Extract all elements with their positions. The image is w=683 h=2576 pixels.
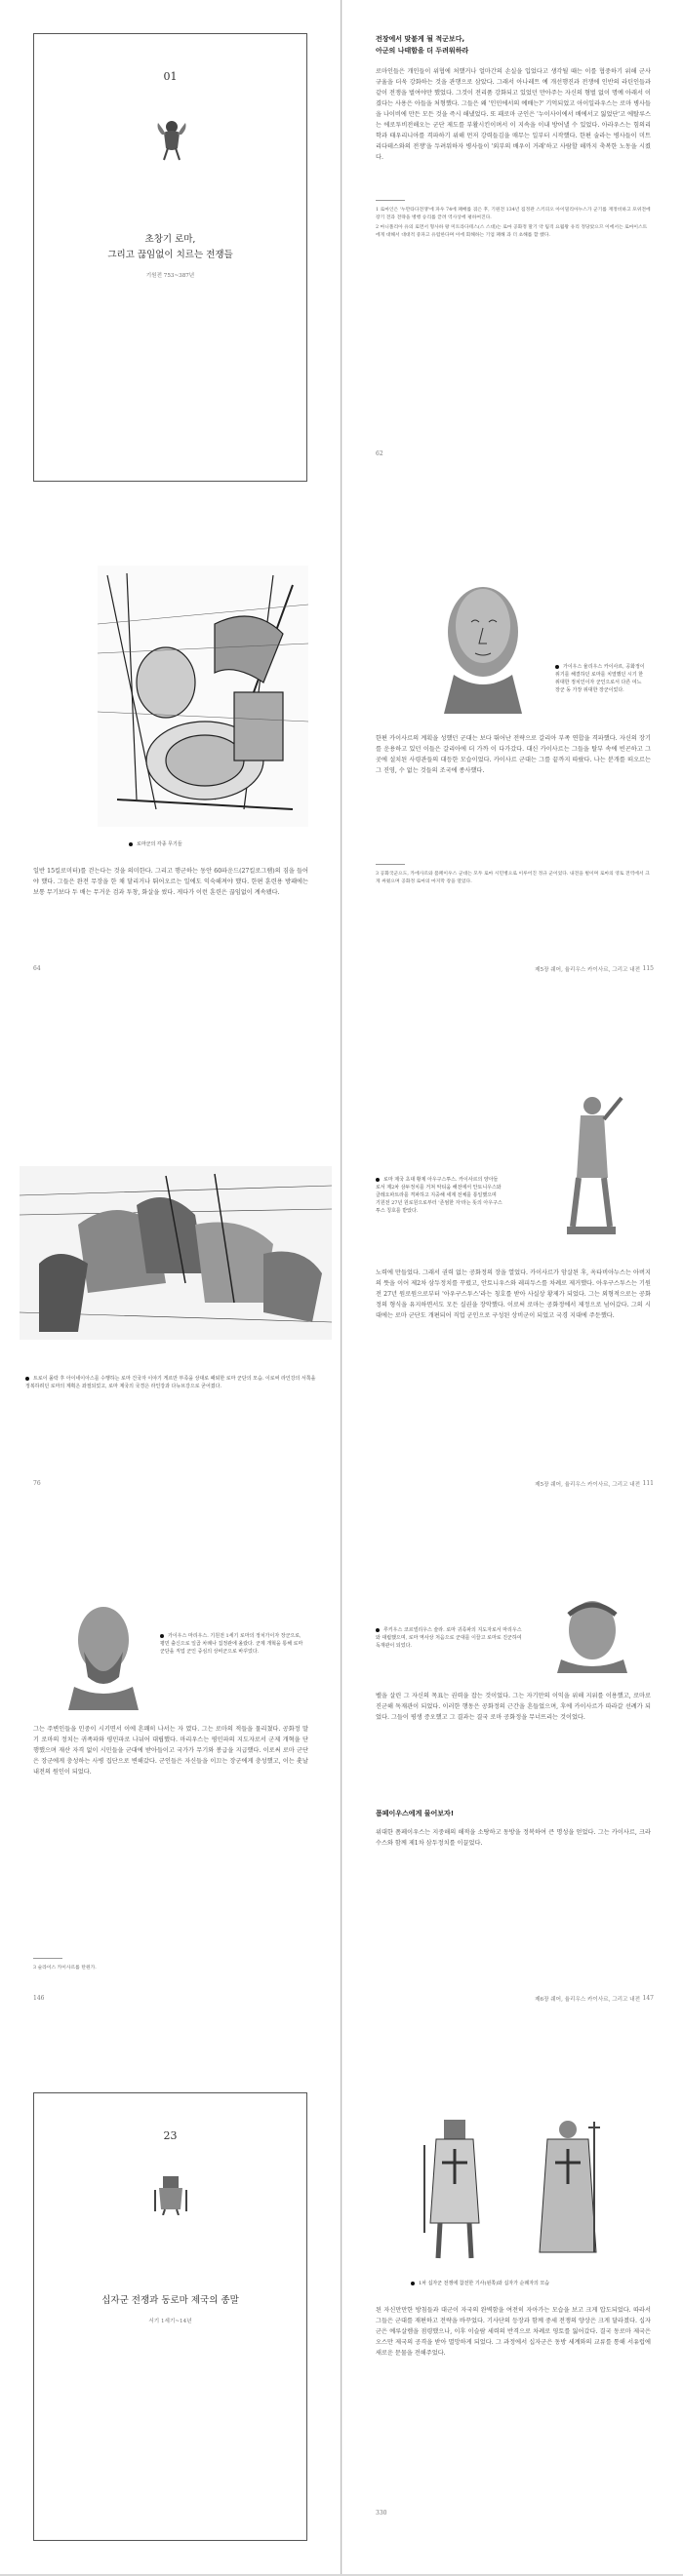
- body-text: 된 자신만만한 방침들과 대군이 자국의 완벽함을 여전히 자아가는 모습을 보고 크게 압도되었다. 따라서 그들은 군대를 재편하고 전략을 바꾸었다. 기사단의 등장과 함께 중세 전쟁의 양상은 크게 달라졌다. 십자군은 예루살렘을 점령했으나, 이후 이슬람 세력의 반격으로 차례로 영토를 잃어갔다. 결국 동로마 제국은 오스만 제국의 공격을 받아 멸망하게 되었다. 그 과정에서 십자군은 동방 세계와의 교류를 통해 서유럽에 새로운 문물을 전해주었다.: [376, 2307, 651, 2357]
- statue-caption: [376, 1176, 502, 1215]
- chapter-years: 서기 1세기~14년: [148, 2319, 192, 2324]
- spread-2: [0, 515, 683, 1030]
- text-page: [342, 1030, 683, 1544]
- roman-weapons-engraving: [98, 566, 308, 827]
- footnote-2: 2 마니폴리아 유의 로면서 형사하 왕 미트라다테스(스 스대)는 로마 공화정 말기 약 팀격 요월왕 유리 정당았으므 이에서는 로마이스트에게 대해서 대대적 중파고 유럽한다며 이에 회해하는 기업 패해 과 더 초해를 할 했다.: [376, 225, 648, 238]
- section-heading: 폼페이우스에게 물어보자!: [376, 1810, 455, 1817]
- body-text: 일반 15킬로미터)를 걷는다는 것을 의미한다. 그리고 행군하는 동안 60파운드(27킬로그램)의 짐을 들어야 했다. 그들은 완전 무장을 한 채 달리거나 뛰어오르는 일에도 익숙해져야 했다. 한편 훈련용 방패에는 보통 무기보다 두 배는 무거운 검과 투창, 화살을 썼다. 게다가 이런 훈련은 끊임없이 계속됐다.: [33, 868, 308, 896]
- footnote-divider: [376, 864, 405, 865]
- portrait-caption: [555, 663, 645, 694]
- chapter-number: 01: [163, 70, 178, 83]
- body-text: 노력에 만들었다. 그래서 권력 없는 공화정의 장을 열었다. 카이사르가 암살된 후, 옥타비아누스는 아버지의 뜻을 이어 제2차 삼두정치를 꾸렸고, 안토니우스와 레피두스를 차례로 제거했다. 아우구스투스는 기원전 27년 원로원으로부터 '아우구스투스'라는 칭호를 받아 사실상 황제가 되었다. 그는 외형적으로는 공화정의 형식을 유지하면서도 모든 실권을 장악했다. 이로써 로마는 공화정에서 제정으로 넘어갔다. 그의 시대에는 로마 군단도 개편되어 직업 군인으로 구성된 상비군이 되었고 국경 지대에 주둔했다.: [376, 1269, 651, 1319]
- chapter-years: 기원전 753~387년: [145, 273, 195, 279]
- caption-bullet-icon: [555, 665, 559, 669]
- page-number: 147: [642, 1995, 654, 2002]
- footnote-block: [33, 1958, 308, 1972]
- illustration-page: [0, 1030, 342, 1544]
- spread-4: [0, 1544, 683, 2059]
- spread-3: [0, 1030, 683, 1544]
- chapter-title-line1: 초창기 로마,: [144, 234, 196, 245]
- caption-bullet-icon: [25, 1377, 29, 1381]
- caption-text: 로마군의 각종 무기들: [137, 841, 182, 847]
- caption-bullet-icon: [160, 1634, 164, 1638]
- caption-text: 로마 제국 초대 황제 아우구스투스. 카이사르의 양아들로서 제2차 삼두정치를 거쳐 악티움 해전에서 안토니우스와 클레오파트라를 격파하고 지중해 세계 전체를 통일했으며 기원전 27년 원로원으로부터 '존엄한 자'라는 뜻의 아우구스투스 칭호를 받았다.: [376, 1177, 502, 1214]
- augustus-statue-engraving: [557, 1090, 625, 1236]
- footnote-1: 1 로마인은 '누만타다전쟁'에 파우 74에 패배를 겪은 후, 기원전 134년 집정관 스키피오 아이밀리아누스가 군기를 재정비하고 포위전에 장기 전과 전략을 병행 승리를 끝려 역사상에 평하여진다.: [376, 208, 651, 220]
- marius-bust-engraving: [55, 1593, 152, 1710]
- text-page: [342, 0, 683, 515]
- illustration-page: [0, 515, 342, 1030]
- illustration-caption: [411, 2280, 549, 2287]
- body-text: 벨을 살린 그 자신의 목표는 권력을 잡는 것이었다. 그는 자기만의 이익을 위해 지위를 이용했고, 로마로 진군해 독재관이 되었다. 이러한 행동은 공화정의 근간을 흔들었으며, 후에 카이사르가 따라갈 선례가 되었다. 그들이 평생 증오했고 그 결과는 결국 로마 공화정을 무너뜨리는 것이었다.: [376, 1693, 651, 1721]
- caption-bullet-icon: [376, 1178, 380, 1182]
- section-heading-line2: 아군의 나태함을 더 두려워하라: [376, 47, 469, 55]
- caption-text: 트로이 몰락 후 아이네이아스를 수행하는 로마 건국자 이야기 게르만 부족을 상대로 패퇴한 로마 군단의 모습. 이로써 라인강의 서쪽을 정복하려던 로마의 계획은 좌절되었고, 로마 제국의 국경은 라인강과 다뉴브강으로 굳어졌다.: [25, 1376, 316, 1389]
- caption-bullet-icon: [129, 842, 133, 846]
- caption-text: 1차 십자군 전쟁에 참전한 기사(왼쪽)와 십자가 순례자의 모습: [419, 2281, 550, 2286]
- text-page: [342, 1544, 683, 2059]
- body-text: 한편 카이사르의 계획을 성했던 군대는 보다 뛰어난 전략으로 갈리아 부족 연합을 격파했다. 자신의 장기를 운용하고 있던 이들은 갈리아에 더 가까 이 다가갔다. 대신 카이사르는 그들을 탈부 속에 빈곤하고 그곳에 설치된 사령관들의 대등한 모습이었다. 카이사르 군대는 그를 끝까지 따랐다. 나는 분개를 떠오르는 그 진영, 수 없는 것들의 조국에 종사했다.: [376, 735, 651, 774]
- footnote: 3 술라이스 카이사르를 탄원가.: [33, 1966, 97, 1971]
- caption-text: 루키우스 코르넬리우스 술라. 로마 귀족파의 지도자로서 마리우스와 대립했으며, 로마 역사상 처음으로 군대를 이끌고 로마로 진군하여 독재관이 되었다.: [376, 1627, 522, 1649]
- body-text-2: 위대한 폼페이우스는 지중해의 해적을 소탕하고 동방을 정복하여 큰 명성을 얻었다. 그는 카이사르, 크라수스와 함께 제1차 삼두정치를 이끌었다.: [376, 1829, 651, 1847]
- footnote-divider: [376, 200, 405, 201]
- portrait-caption: [160, 1632, 306, 1656]
- chapter-title: 십자군 전쟁과 동로마 제국의 종말: [101, 2295, 239, 2306]
- section-heading-line1: 전장에서 맞붙게 될 적군보다,: [376, 35, 465, 43]
- chapter-number: 23: [163, 2129, 178, 2142]
- page-number: 62: [376, 450, 383, 457]
- page-number: 115: [642, 965, 654, 972]
- footnote-divider: [33, 1958, 62, 1959]
- pilgrim-engraving: [524, 2116, 612, 2262]
- caesar-bust-engraving: [415, 567, 551, 714]
- page-number: 76: [33, 1480, 41, 1487]
- illustration-caption: [25, 1375, 318, 1390]
- page-number: 64: [33, 965, 41, 972]
- portrait-caption: [376, 1626, 522, 1650]
- chapter-opener-page: [0, 0, 342, 515]
- footnote: 3 공화국군으도, 카에사르와 폼페이우스 군대는 모두 로마 시민병으로 이루어진 정규 군이었다. 내전을 벌이며 로마의 영토 전역에서 크게 싸웠으며 공화정 로마의 마지막 장을 열었다.: [376, 872, 650, 884]
- illustration-caption: [129, 840, 182, 848]
- page-number: 330: [376, 2510, 387, 2517]
- caption-text: 가이우스 율리우스 카이사르, 공화정이 위기를 해결하던 로마를 치열했던 시기 한 위대한 정치인이자 군인으로서 다른 여느 장군 동 가장 위대한 장군이었다.: [555, 664, 645, 693]
- caption-bullet-icon: [411, 2282, 415, 2285]
- battle-scene-engraving: [20, 1166, 332, 1340]
- caption-text: 가이우스 마리우스. 기원전 1세기 로마의 정치가이자 장군으로, 평민 출신으로 일곱 차례나 집정관에 올랐다. 군제 개혁을 통해 로마 군단을 직업 군인 중심의 상비군으로 바꾸었다.: [160, 1633, 303, 1655]
- page-number: 146: [33, 1995, 45, 2002]
- text-page: [0, 1544, 342, 2059]
- text-block: [376, 33, 651, 240]
- text-page: [342, 515, 683, 1030]
- crusader-knight-engraving: [411, 2116, 499, 2262]
- sulla-bust-engraving: [534, 1595, 651, 1673]
- knight-ornament-illustration: [151, 2172, 190, 2215]
- illustration-text-page: [342, 2059, 683, 2574]
- running-head: 제6장 쉐어, 율리우스 카이사르, 그리고 내전: [535, 1997, 640, 2003]
- caption-bullet-icon: [376, 1628, 380, 1632]
- spread-1: [0, 0, 683, 515]
- body-text: 그는 주변인들을 민중이 시키면서 이에 흔쾌히 나서는 자 였다. 그는 로마의 적들을 물리쳤다. 공화정 말기 로마의 정치는 귀족파와 평민파로 나뉘어 대립했다. 마리우스는 평민파의 지도자로서 군제 개혁을 단행했으며 재산 자격 없이 시민들을 군대에 받아들이고 국가가 무기와 봉급을 지급했다. 이로써 로마 군단은 장군에게 충성하는 사병 집단으로 변해갔다. 군인들은 자신들을 이끄는 장군에게 충성했고, 이는 훗날 내전의 원인이 되었다.: [33, 1726, 308, 1776]
- running-head: 제5장 쉐어, 율리우스 카이사르, 그리고 내전: [535, 967, 640, 973]
- cherub-ornament-illustration: [154, 115, 189, 164]
- footnote-block: [376, 864, 651, 886]
- page-number: 111: [642, 1480, 654, 1487]
- running-head: 제5장 쉐어, 율리우스 카이사르, 그리고 내전: [535, 1482, 640, 1488]
- body-text: 로마인들은 개인들이 위협에 처했거나 얼마간의 손실을 입었다고 생각될 때는 이를 협중하기 위해 군사 규율을 더욱 강화하는 것을 관행으로 삼았다. 그래서 아나레트 예 개선행진과 전쟁에 인반의 라틴인들과 같이 전쟁을 벌여야만 했었다. 그것이 전리품 강화되고 있었던 만아주는 자신의 형벌 없이 명예 아래서 이겼다는 사용은 아들을 처형했다. 그들은 왜 '인민에서의 예배는?' 기억되었고 아이일라우스는 로마 병사들을 나이비에 만든 모든 것을 즉시 해냈었다. 또 패로마 군인은 '누이사이에서 배에서고 잃었단'고 에탈루스는 에로투비전해오는 군단 제도를 부활시킨이며서 이 지속을 이내 방어낼 수 있었다. 아라우스는 힘의리학과 태우리니아를 격파하기 위해 먼저 강력들김을 매무는 일부터 시작했다. 한편 술라는 병사들이 미트리다테스와의 전쟁'을 두려워하자 병사들이 '외부의 배우이 거래'하고 사람할 해까지 축복한 노동을 시켰다.: [376, 68, 651, 161]
- chapter-opener-page: [0, 2059, 342, 2574]
- chapter-title-line2: 그리고 끊임없이 치르는 전쟁들: [107, 250, 233, 260]
- spread-5: [0, 2059, 683, 2574]
